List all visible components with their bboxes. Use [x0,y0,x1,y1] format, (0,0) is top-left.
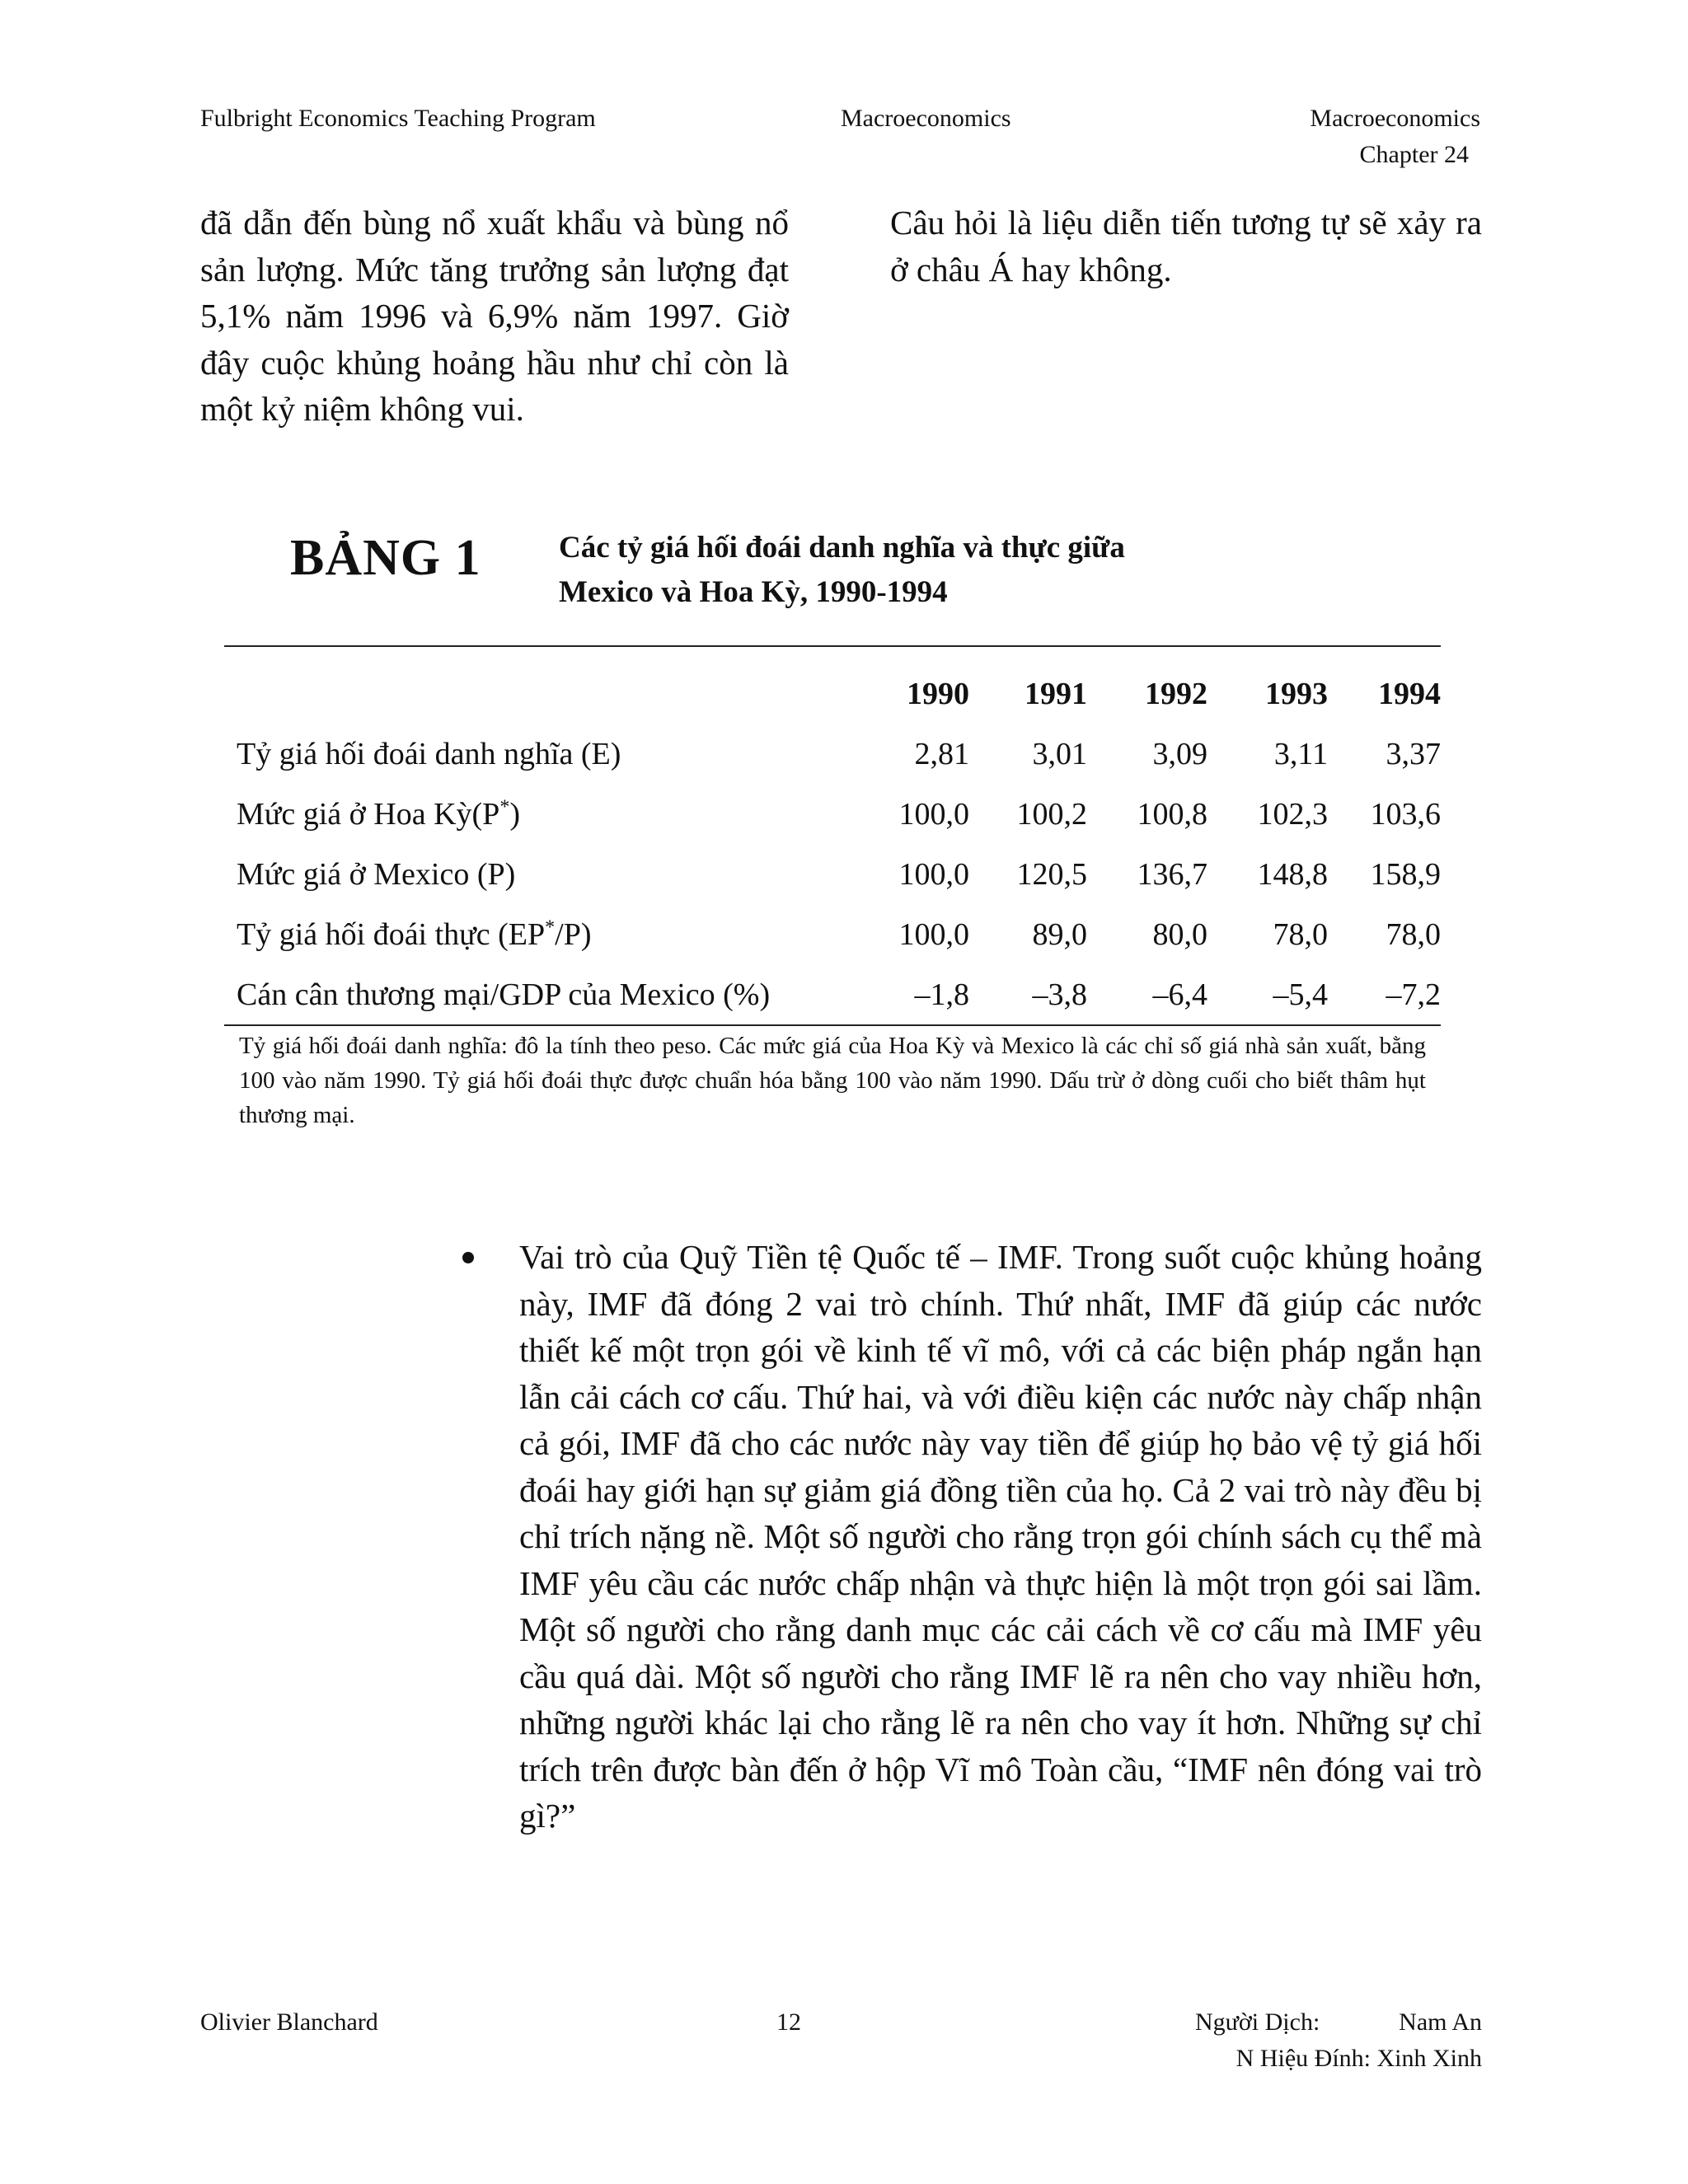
row-label-text: Mức giá ở Hoa Kỳ(P [237,796,500,832]
table-row [224,964,1441,1024]
table-bottom-rule [224,1024,1441,1026]
footer-translator: Nam An [1399,2008,1482,2036]
table-cell: 158,9 [1370,856,1441,892]
table-row [224,724,1441,784]
table-header-row [224,663,1441,724]
year-header: 1993 [1265,676,1328,711]
year-header: 1992 [1145,676,1207,711]
table-cell: –3,8 [1032,977,1087,1012]
table-cell: –5,4 [1273,977,1328,1012]
footer-author: Olivier Blanchard [200,2008,378,2036]
table-cell: 3,09 [1152,736,1207,771]
row-label: Cán cân thương mại/GDP của Mexico (%) [237,977,771,1012]
table-cell: 148,8 [1257,856,1328,892]
right-paragraph: Câu hỏi là liệu diễn tiến tương tự sẽ xảy ra ở châu Á hay không. [890,204,1482,288]
exchange-rate-table [224,663,1441,1024]
table-header-empty [224,663,852,724]
table-cell: 100,2 [1016,796,1087,832]
table-label: BẢNG 1 [290,530,481,586]
table-cell: 100,0 [898,796,969,832]
year-header: 1994 [1378,676,1441,711]
table-cell: –7,2 [1386,977,1441,1012]
row-label-text: /P) [555,916,592,952]
table-row [224,904,1441,964]
table-cell: 3,01 [1032,736,1087,771]
table-cell: 100,8 [1137,796,1207,832]
table-top-rule [224,645,1441,647]
bullet-icon [462,1252,474,1263]
table-cell: 3,11 [1273,736,1328,771]
row-label: Tỷ giá hối đoái danh nghĩa (E) [237,736,621,771]
row-label [224,784,852,844]
table-row [224,844,1441,904]
table-cell: 80,0 [1152,916,1207,952]
imf-bullet-paragraph: Vai trò của Quỹ Tiền tệ Quốc tế – IMF. Trong suốt cuộc khủng hoảng này, IMF đã đóng 2 vai trò chính. Thứ nhất, IMF đã giúp các nước thiết kế một trọn gói về kinh tế vĩ mô, với cả các biện pháp ngắn hạn lẫn cải cách cơ cấu. Thứ hai, và với điều kiện các nước này chấp nhận cả gói, IMF đã cho các nước này vay tiền để giúp họ bảo vệ tỷ giá hối đoái hay giới hạn sự giảm giá đồng tiền của họ. Cả 2 vai trò này đều bị chỉ trích nặng nề. Một số người cho rằng trọn gói chính sách cụ thể mà IMF yêu cầu các nước chấp nhận và thực hiện là một trọn gói sai lầm. Một số người cho rằng danh mục các cải cách về cơ cấu mà IMF yêu cầu quá dài. Một số người cho rằng IMF lẽ ra nên cho vay nhiều hơn, những người khác lại cho rằng lẽ ra nên cho vay ít hơn. Những sự chỉ trích trên được bàn đến ở hộp Vĩ mô Toàn cầu, “IMF nên đóng vai trò gì?” [519,1238,1482,1835]
table-cell: –6,4 [1152,977,1207,1012]
header-course: Macroeconomics [841,105,1011,132]
table-cell: 2,81 [914,736,969,771]
table-cell: 100,0 [898,916,969,952]
table-cell: 102,3 [1257,796,1328,832]
row-label-superscript: * [545,916,556,938]
table-cell: 89,0 [1032,916,1087,952]
table-caption-line1: Các tỷ giá hối đoái danh nghĩa và thực giữa [559,531,1125,565]
header-program: Fulbright Economics Teaching Program [200,105,596,132]
table-cell: 3,37 [1386,736,1441,771]
header-course-right: Macroeconomics [1310,105,1480,132]
page-number: 12 [776,2008,801,2036]
left-column-text [200,199,789,433]
table-cell: 120,5 [1016,856,1087,892]
table-note: Tỷ giá hối đoái danh nghĩa: đô la tính theo peso. Các mức giá của Hoa Kỳ và Mexico là các chỉ số giá nhà sản xuất, bằng 100 vào năm 1990. Tỷ giá hối đoái thực được chuẩn hóa bằng 100 vào năm 1990. Dấu trừ ở dòng cuối cho biết thâm hụt thương mại. [239,1033,1426,1128]
table-cell: 103,6 [1370,796,1441,832]
header-chapter: Chapter 24 [1359,141,1469,168]
right-column-text [890,199,1482,293]
footer-editor: N Hiệu Đính: Xinh Xinh [1236,2045,1482,2072]
footer-translator-label: Người Dịch: [1195,2008,1320,2036]
row-label-text: Tỷ giá hối đoái thực (EP [237,916,546,952]
table-row [224,784,1441,844]
table-cell: 136,7 [1137,856,1207,892]
year-header: 1990 [907,676,969,711]
row-label [224,904,852,964]
year-header: 1991 [1025,676,1087,711]
row-label-superscript: * [499,795,510,818]
table-cell: 100,0 [898,856,969,892]
table-cell: 78,0 [1273,916,1328,952]
row-label: Mức giá ở Mexico (P) [237,856,516,892]
table-caption-line2: Mexico và Hoa Kỳ, 1990-1994 [559,575,948,609]
left-paragraph: đã dẫn đến bùng nổ xuất khẩu và bùng nổ sản lượng. Mức tăng trưởng sản lượng đạt 5,1% năm 1996 và 6,9% năm 1997. Giờ đây cuộc khủng hoảng hầu như chỉ còn là một kỷ niệm không vui. [200,204,789,428]
table-cell: 78,0 [1386,916,1441,952]
row-label-text: ) [509,796,520,832]
table-cell: –1,8 [914,977,969,1012]
